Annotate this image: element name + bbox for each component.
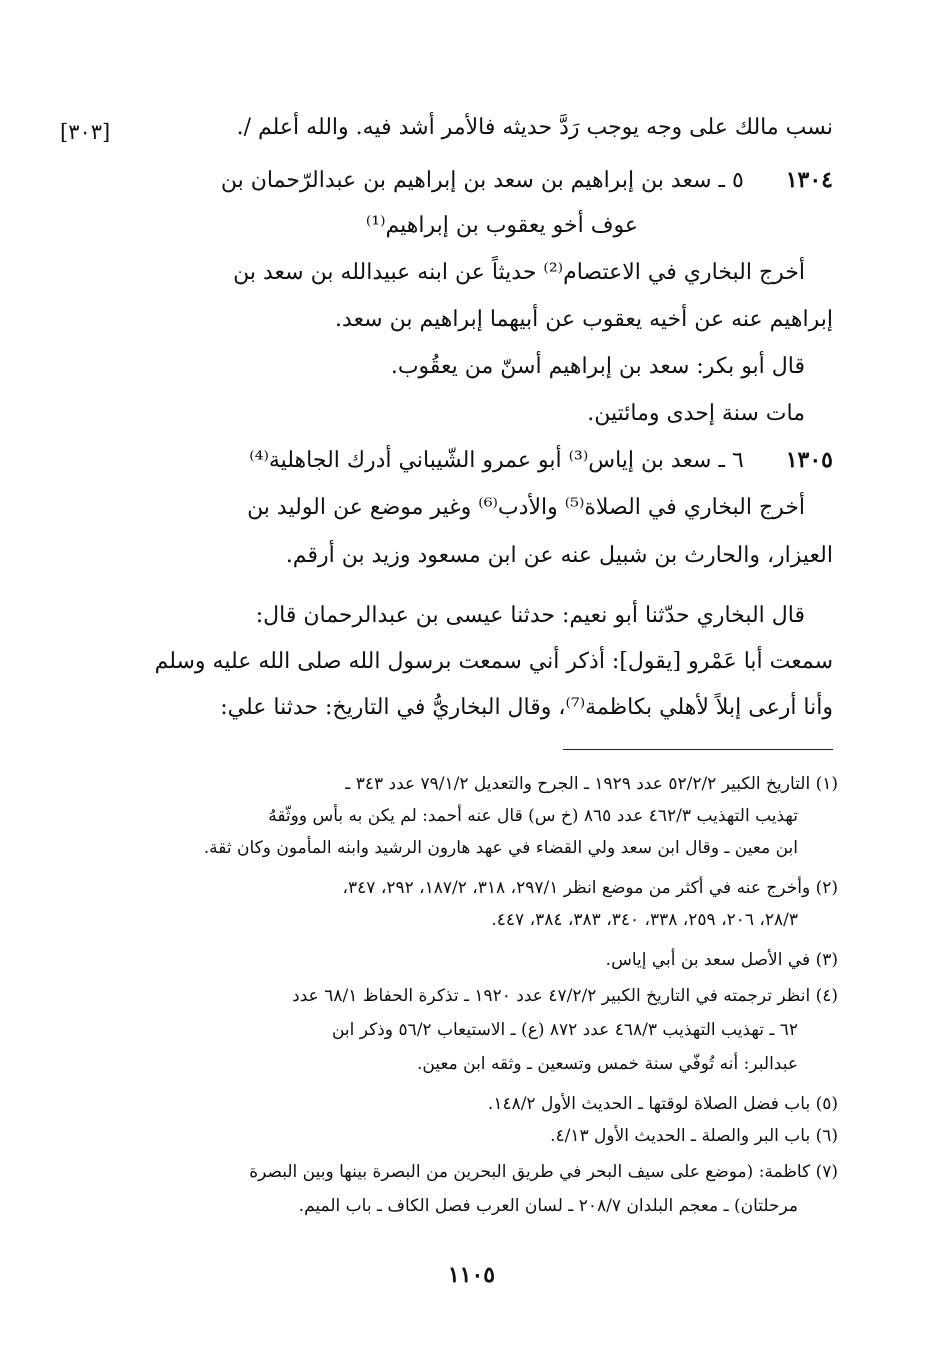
footnote-1: (١) التاريخ الكبير ٥٢/٢/٢ عدد ١٩٢٩ ـ الجرح والتعديل ٧٩/١/٢ عدد ٣٤٣ ـ [345, 774, 838, 794]
body-line: قال أبو بكر: سعد بن إبراهيم أسنّ من يعقُوب. [390, 354, 805, 379]
entry-number: ١٣٠٤ [785, 167, 833, 193]
page-reference-marker: [٣٠٣] [60, 120, 111, 144]
footnote-4: (٤) انظر ترجمته في التاريخ الكبير ٤٧/٢/٢ عدد ١٩٢٠ ـ تذكرة الحفاظ ٦٨/١ عدد [292, 986, 838, 1006]
body-line: سمعت أبا عَمْرو [يقول]: أذكر أني سمعت برسول الله صلى الله عليه وسلم [154, 649, 833, 674]
footnote-3: (٣) في الأصل سعد بن أبي إياس. [605, 950, 838, 970]
body-line: أخرج البخاري في الصلاة⁽⁵⁾ والأدب⁽⁶⁾ وغير موضع عن الوليد بن [247, 495, 805, 520]
footnote-1-cont: تهذيب التهذيب ٤٦٢/٣ عدد ٨٦٥ (خ س) قال عنه أحمد: لم يكن به بأس ووثّقهُ [268, 806, 798, 826]
entry-title: ٥ ـ سعد بن إبراهيم بن سعد بن إبراهيم بن عبدالرّحمان بن [220, 168, 744, 193]
entry-1304-heading-cont: عوف أخو يعقوب بن إبراهيم⁽¹⁾ [365, 213, 638, 238]
footnote-6: (٦) باب البر والصلة ـ الحديث الأول ٤/١٣. [550, 1126, 838, 1146]
footnote-separator [563, 749, 833, 750]
body-line: أخرج البخاري في الاعتصام⁽²⁾ حديثاً عن ابنه عبيدالله بن سعد بن [233, 260, 805, 285]
entry-1305-heading [249, 440, 833, 481]
entry-title: ٦ ـ سعد بن إياس⁽³⁾ أبو عمرو الشّيباني أدرك الجاهلية⁽⁴⁾ [249, 448, 744, 473]
entry-number: ١٣٠٥ [785, 447, 833, 473]
body-line-1: نسب مالك على وجه يوجب رَدَّ حديثه فالأمر أشد فيه. والله أعلم /. [236, 115, 833, 140]
footnote-4-cont: عبدالبر: أنه تُوفّي سنة خمس وتسعين ـ وثقه ابن معين. [416, 1054, 798, 1074]
page-number: ١١٠٥ [447, 1262, 496, 1288]
body-line: وأنا أرعى إبلاً لأهلي بكاظمة⁽⁷⁾، وقال البخاريُّ في التاريخ: حدثنا علي: [220, 695, 833, 720]
footnote-5: (٥) باب فضل الصلاة لوقتها ـ الحديث الأول ١٤٨/٢. [487, 1094, 838, 1114]
body-line: إبراهيم عنه عن أخيه يعقوب عن أبيهما إبراهيم بن سعد. [335, 307, 833, 332]
footnote-1-cont: ابن معين ـ وقال ابن سعد ولي القضاء في عهد هارون الرشيد وابنه المأمون وكان ثقة. [203, 838, 798, 858]
footnote-2: (٢) وأخرج عنه في أكثر من موضع انظر ٢٩٧/١، ٣١٨، ١٨٧/٢، ٢٩٢، ٣٤٧، [342, 878, 838, 898]
body-line: العيزار، والحارث بن شبيل عنه عن ابن مسعود وزيد بن أرقم. [285, 543, 833, 568]
footnote-7-cont: مرحلتان) ـ معجم البلدان ٢٠٨/٧ ـ لسان العرب فصل الكاف ـ باب الميم. [298, 1196, 798, 1216]
footnote-7: (٧) كاظمة: (موضع على سيف البحر في طريق البحرين من البصرة بينها وبين البصرة [249, 1162, 838, 1182]
footnote-2-cont: ٢٨/٣، ٢٠٦، ٢٥٩، ٣٣٨، ٣٤٠، ٣٨٣، ٣٨٤، ٤٤٧. [491, 910, 798, 930]
footnote-4-cont: ٦٢ ـ تهذيب التهذيب ٤٦٨/٣ عدد ٨٧٢ (ع) ـ الاستيعاب ٥٦/٢ وذكر ابن [331, 1020, 798, 1040]
entry-1304-heading [221, 160, 833, 201]
body-line: قال البخاري حدّثنا أبو نعيم: حدثنا عيسى بن عبدالرحمان قال: [255, 603, 805, 628]
body-line: مات سنة إحدى ومائتين. [587, 401, 805, 426]
